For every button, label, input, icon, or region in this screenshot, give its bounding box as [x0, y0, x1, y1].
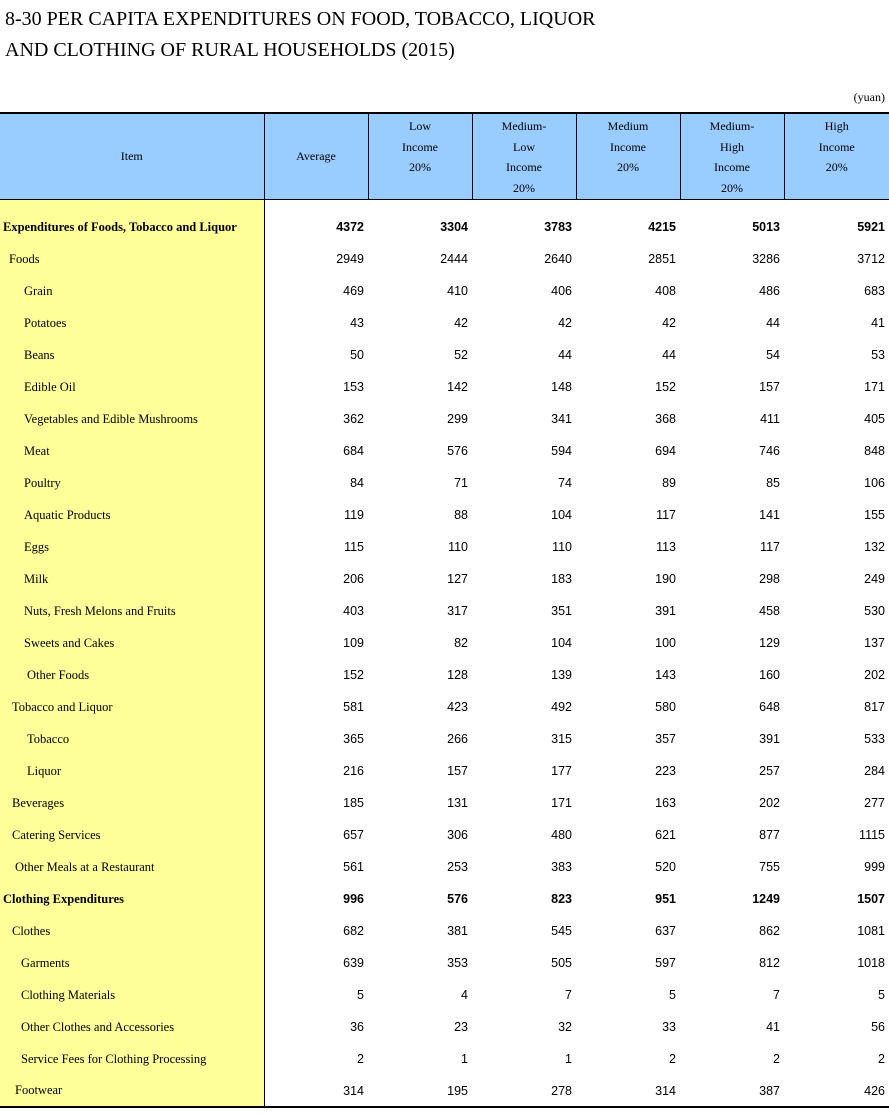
row-value: 5: [878, 988, 885, 1002]
row-label: Nuts, Fresh Melons and Fruits: [0, 595, 264, 627]
row-value: 5: [669, 988, 676, 1002]
row-value: 2: [773, 1052, 780, 1066]
row-value: 155: [864, 508, 885, 522]
row-value: 171: [551, 796, 572, 810]
row-value: 486: [759, 284, 780, 298]
row-value: 142: [447, 380, 468, 394]
row-label: Edible Oil: [0, 371, 264, 403]
row-label: Potatoes: [0, 307, 264, 339]
row-value: 657: [343, 828, 364, 842]
row-label: Clothing Materials: [0, 979, 264, 1011]
row-value: 317: [447, 604, 468, 618]
row-value: 190: [655, 572, 676, 586]
row-value: 1115: [859, 828, 885, 842]
row-value: 5: [357, 988, 364, 1002]
row-value: 848: [864, 444, 885, 458]
row-label: Other Meals at a Restaurant: [0, 851, 264, 883]
row-value: 4: [461, 988, 468, 1002]
row-value: 357: [655, 732, 676, 746]
table-row: [0, 723, 889, 755]
table-header: [0, 113, 889, 199]
row-value: 139: [551, 668, 572, 682]
row-value: 2: [878, 1052, 885, 1066]
row-value: 74: [558, 476, 572, 490]
row-label: Service Fees for Clothing Processing: [0, 1043, 264, 1075]
row-value: 362: [343, 412, 364, 426]
row-value: 127: [447, 572, 468, 586]
row-value: 306: [447, 828, 468, 842]
table-row: [0, 1075, 889, 1107]
row-value: 576: [447, 444, 468, 458]
row-value: 2: [357, 1052, 364, 1066]
row-value: 391: [759, 732, 780, 746]
row-value: 131: [447, 796, 468, 810]
row-value: 44: [558, 348, 572, 362]
table-row: [0, 915, 889, 947]
row-value: 104: [551, 636, 572, 650]
row-value: 160: [759, 668, 780, 682]
expenditure-table: [0, 112, 889, 1108]
row-value: 44: [662, 348, 676, 362]
row-value: 694: [655, 444, 676, 458]
row-value: 148: [551, 380, 572, 394]
row-value: 216: [343, 764, 364, 778]
table-row: [0, 499, 889, 531]
row-value: 341: [551, 412, 572, 426]
row-value: 480: [551, 828, 572, 842]
row-label: Clothing Expenditures: [0, 883, 264, 915]
row-value: 597: [655, 956, 676, 970]
header-line: Income: [714, 160, 750, 174]
row-value: 266: [447, 732, 468, 746]
row-value: 206: [343, 572, 364, 586]
row-value: 7: [773, 988, 780, 1002]
row-value: 202: [759, 796, 780, 810]
table-row: [0, 979, 889, 1011]
table-row: [0, 627, 889, 659]
row-value: 812: [759, 956, 780, 970]
row-value: 157: [759, 380, 780, 394]
row-value: 171: [864, 380, 885, 394]
row-value: 405: [864, 412, 885, 426]
row-value: 469: [343, 284, 364, 298]
row-value: 746: [759, 444, 780, 458]
table-row: [0, 563, 889, 595]
table-row: [0, 371, 889, 403]
row-value: 119: [344, 508, 364, 522]
row-value: 257: [759, 764, 780, 778]
table-row: [0, 819, 889, 851]
header-line: Income: [506, 160, 542, 174]
row-label: Tobacco: [0, 723, 264, 755]
row-value: 1: [565, 1052, 572, 1066]
row-value: 298: [759, 572, 780, 586]
row-value: 3286: [752, 252, 780, 266]
row-label: Liquor: [0, 755, 264, 787]
row-value: 152: [655, 380, 676, 394]
row-label: Catering Services: [0, 819, 264, 851]
row-value: 2949: [336, 252, 364, 266]
row-value: 3712: [857, 252, 885, 266]
row-value: 684: [343, 444, 364, 458]
table-row: [0, 531, 889, 563]
table-row: [0, 243, 889, 275]
row-label: Expenditures of Foods, Tobacco and Liquor: [0, 199, 264, 243]
row-label: Milk: [0, 563, 264, 595]
header-line: High: [720, 139, 744, 154]
table-row: [0, 339, 889, 371]
row-value: 202: [864, 668, 885, 682]
row-value: 141: [759, 508, 780, 522]
row-value: 177: [551, 764, 572, 778]
row-value: 143: [655, 668, 676, 682]
row-value: 71: [454, 476, 468, 490]
row-value: 7: [565, 988, 572, 1002]
row-value: 381: [447, 924, 468, 938]
row-label: Poultry: [0, 467, 264, 499]
row-label: Aquatic Products: [0, 499, 264, 531]
row-value: 44: [766, 316, 780, 330]
row-value: 50: [350, 348, 364, 362]
row-value: 110: [448, 540, 468, 554]
row-label: Meat: [0, 435, 264, 467]
row-value: 284: [864, 764, 885, 778]
row-label: Other Clothes and Accessories: [0, 1011, 264, 1043]
row-value: 996: [343, 892, 364, 906]
row-value: 1: [461, 1052, 468, 1066]
row-value: 54: [766, 348, 780, 362]
row-label: Footwear: [0, 1075, 264, 1107]
header-low-income: [368, 113, 472, 199]
row-value: 53: [871, 348, 885, 362]
row-value: 637: [655, 924, 676, 938]
row-value: 89: [662, 476, 676, 490]
row-label: Foods: [0, 243, 264, 275]
row-value: 411: [760, 412, 780, 426]
row-value: 104: [551, 508, 572, 522]
row-value: 426: [784, 1075, 889, 1107]
row-value: 530: [864, 604, 885, 618]
row-value: 621: [655, 828, 676, 842]
row-value: 2640: [544, 252, 572, 266]
row-label: Garments: [0, 947, 264, 979]
row-value: 106: [864, 476, 885, 490]
row-value: 533: [864, 732, 885, 746]
header-line: Income: [402, 139, 438, 154]
row-value: 594: [551, 444, 572, 458]
row-label: Clothes: [0, 915, 264, 947]
row-label: Beans: [0, 339, 264, 371]
row-value: 185: [343, 796, 364, 810]
row-value: 423: [447, 700, 468, 714]
row-value: 576: [447, 892, 468, 906]
row-value: 999: [864, 860, 885, 874]
header-line: Income: [610, 139, 646, 154]
row-value: 3783: [544, 220, 572, 235]
page-title: [5, 4, 595, 66]
row-value: 505: [551, 956, 572, 970]
row-value: 137: [864, 636, 885, 650]
row-value: 862: [759, 924, 780, 938]
row-value: 353: [447, 956, 468, 970]
table-row: [0, 199, 889, 243]
row-value: 406: [551, 284, 572, 298]
row-value: 249: [864, 572, 885, 586]
row-value: 23: [454, 1020, 468, 1034]
row-value: 314: [576, 1075, 680, 1107]
header-average: Average: [264, 113, 368, 199]
header-medium-low-income: [472, 113, 576, 199]
row-value: 115: [344, 540, 364, 554]
row-value: 110: [552, 540, 572, 554]
header-high-income: [784, 113, 889, 199]
title-line-2: AND CLOTHING OF RURAL HOUSEHOLDS (2015): [5, 39, 455, 61]
header-line: 20%: [513, 180, 535, 195]
row-value: 129: [759, 636, 780, 650]
row-value: 314: [264, 1075, 368, 1107]
table-row: [0, 1011, 889, 1043]
table-row: [0, 275, 889, 307]
row-value: 315: [551, 732, 572, 746]
row-value: 153: [343, 380, 364, 394]
row-value: 41: [871, 316, 885, 330]
table-row: [0, 787, 889, 819]
row-value: 43: [350, 316, 364, 330]
row-value: 2: [669, 1052, 676, 1066]
row-value: 117: [760, 540, 780, 554]
row-value: 1249: [752, 892, 780, 906]
row-value: 117: [656, 508, 676, 522]
row-value: 82: [454, 636, 468, 650]
row-value: 42: [454, 316, 468, 330]
row-value: 2851: [648, 252, 676, 266]
row-value: 823: [551, 892, 572, 906]
row-value: 365: [343, 732, 364, 746]
row-label: Vegetables and Edible Mushrooms: [0, 403, 264, 435]
row-value: 183: [551, 572, 572, 586]
row-value: 1018: [857, 956, 885, 970]
header-line: 20%: [825, 160, 848, 174]
row-value: 41: [766, 1020, 780, 1034]
row-value: 458: [759, 604, 780, 618]
title-line-1: 8-30 PER CAPITA EXPENDITURES ON FOOD, TOBACCO, LIQUOR: [5, 8, 596, 30]
header-line: High: [824, 119, 849, 133]
row-value: 4215: [648, 220, 676, 235]
header-medium-high-income: [680, 113, 784, 199]
row-label: Other Foods: [0, 659, 264, 691]
header-line: Medium-: [501, 119, 547, 133]
row-value: 391: [655, 604, 676, 618]
row-value: 561: [343, 860, 364, 874]
row-value: 113: [656, 540, 676, 554]
row-value: 163: [655, 796, 676, 810]
row-value: 56: [871, 1020, 885, 1034]
row-value: 2444: [440, 252, 468, 266]
row-value: 580: [655, 700, 676, 714]
header-item: Item: [0, 113, 264, 199]
row-value: 4372: [336, 220, 364, 235]
row-value: 299: [447, 412, 468, 426]
row-value: 195: [368, 1075, 472, 1107]
header-line: Income: [818, 139, 855, 154]
row-value: 253: [447, 860, 468, 874]
row-value: 223: [655, 764, 676, 778]
row-value: 951: [655, 892, 676, 906]
row-value: 682: [343, 924, 364, 938]
header-line: Low: [513, 139, 535, 154]
row-value: 52: [454, 348, 468, 362]
header-line: 20%: [409, 160, 431, 174]
table-row: [0, 883, 889, 915]
table-row: [0, 947, 889, 979]
table-body: [0, 199, 889, 1107]
row-value: 520: [655, 860, 676, 874]
table-row: [0, 659, 889, 691]
row-value: 648: [759, 700, 780, 714]
row-value: 128: [447, 668, 468, 682]
header-line: Medium-: [709, 119, 755, 133]
row-value: 157: [447, 764, 468, 778]
row-label: Grain: [0, 275, 264, 307]
row-value: 132: [864, 540, 885, 554]
table-row: [0, 1043, 889, 1075]
table-row: [0, 467, 889, 499]
row-value: 32: [558, 1020, 572, 1034]
unit-label: (yuan): [853, 90, 885, 104]
row-value: 5013: [752, 220, 780, 235]
table-row: [0, 403, 889, 435]
row-value: 755: [759, 860, 780, 874]
table-row: [0, 851, 889, 883]
row-value: 877: [759, 828, 780, 842]
row-value: 88: [454, 508, 468, 522]
row-value: 278: [472, 1075, 576, 1107]
table-row: [0, 691, 889, 723]
row-value: 3304: [440, 220, 468, 235]
row-value: 410: [447, 284, 468, 298]
row-value: 277: [864, 796, 885, 810]
row-value: 109: [343, 636, 364, 650]
row-value: 85: [766, 476, 780, 490]
header-line: 20%: [721, 180, 743, 195]
header-line: 20%: [617, 160, 639, 174]
row-label: Beverages: [0, 787, 264, 819]
row-value: 1507: [857, 892, 885, 906]
row-value: 581: [343, 700, 364, 714]
row-label: Tobacco and Liquor: [0, 691, 264, 723]
row-label: Eggs: [0, 531, 264, 563]
table-row: [0, 595, 889, 627]
row-value: 152: [343, 668, 364, 682]
row-value: 42: [558, 316, 572, 330]
row-value: 403: [343, 604, 364, 618]
row-value: 545: [551, 924, 572, 938]
table-row: [0, 307, 889, 339]
row-value: 1081: [857, 924, 885, 938]
row-value: 100: [655, 636, 676, 650]
table-row: [0, 435, 889, 467]
row-value: 387: [680, 1075, 784, 1107]
row-value: 817: [864, 700, 885, 714]
row-value: 492: [551, 700, 572, 714]
row-value: 351: [551, 604, 572, 618]
header-line: Medium: [607, 119, 649, 133]
header-line: Low: [409, 119, 431, 133]
row-label: Sweets and Cakes: [0, 627, 264, 659]
row-value: 639: [343, 956, 364, 970]
header-row: [0, 113, 889, 199]
row-value: 33: [662, 1020, 676, 1034]
row-value: 84: [350, 476, 364, 490]
row-value: 36: [350, 1020, 364, 1034]
row-value: 42: [662, 316, 676, 330]
row-value: 683: [864, 284, 885, 298]
row-value: 368: [655, 412, 676, 426]
table-row: [0, 755, 889, 787]
header-medium-income: [576, 113, 680, 199]
row-value: 408: [655, 284, 676, 298]
row-value: 383: [551, 860, 572, 874]
row-value: 5921: [857, 220, 885, 235]
